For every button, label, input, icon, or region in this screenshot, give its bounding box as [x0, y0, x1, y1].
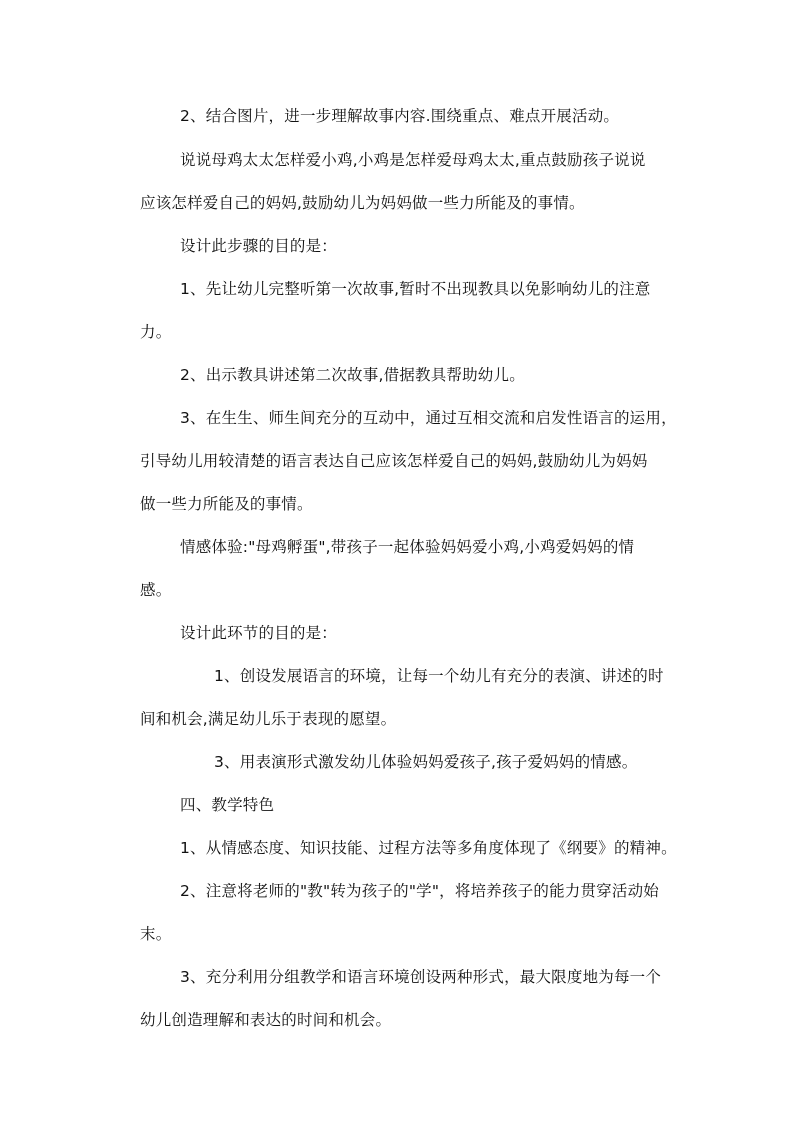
paragraph-line: 做一些力所能及的事情。 [140, 495, 313, 513]
paragraph-line: 说说母鸡太太怎样爱小鸡,小鸡是怎样爱母鸡太太,重点鼓励孩子说说 [180, 151, 646, 169]
paragraph-line: 2、出示教具讲述第二次故事,借据教具帮助幼儿。 [180, 366, 525, 384]
section-heading: 四、教学特色 [180, 796, 275, 814]
paragraph-line: 末。 [140, 925, 172, 943]
paragraph-line: 2、注意将老师的"教"转为孩子的"学"，将培养孩子的能力贯穿活动始 [180, 882, 659, 900]
paragraph-line: 1、从情感态度、知识技能、过程方法等多角度体现了《纲要》的精神。 [180, 839, 677, 857]
paragraph-line: 间和机会,满足幼儿乐于表现的愿望。 [140, 710, 397, 728]
paragraph-line: 2、结合图片，进一步理解故事内容.围绕重点、难点开展活动。 [180, 107, 620, 125]
paragraph-line: 设计此步骤的目的是： [180, 237, 338, 255]
paragraph-line: 3、在生生、师生间充分的互动中，通过互相交流和启发性语言的运用， [180, 409, 677, 427]
paragraph-line: 1、创设发展语言的环境，让每一个幼儿有充分的表演、讲述的时 [214, 667, 664, 685]
paragraph-line: 1、先让幼儿完整听第一次故事,暂时不出现教具以免影响幼儿的注意 [180, 280, 651, 298]
paragraph-line: 设计此环节的目的是： [180, 624, 338, 642]
paragraph-line: 3、用表演形式激发幼儿体验妈妈爱孩子,孩子爱妈妈的情感。 [214, 753, 638, 771]
paragraph-line: 应该怎样爱自己的妈妈,鼓励幼儿为妈妈做一些力所能及的事情。 [140, 194, 585, 212]
paragraph-line: 情感体验:"母鸡孵蛋",带孩子一起体验妈妈爱小鸡,小鸡爱妈妈的情 [180, 538, 635, 556]
paragraph-line: 引导幼儿用较清楚的语言表达自己应该怎样爱自己的妈妈,鼓励幼儿为妈妈 [140, 452, 648, 470]
paragraph-line: 力。 [140, 323, 172, 341]
paragraph-line: 感。 [140, 581, 172, 599]
paragraph-line: 3、充分利用分组教学和语言环境创设两种形式，最大限度地为每一个 [180, 968, 662, 986]
paragraph-line: 幼儿创造理解和表达的时间和机会。 [140, 1011, 392, 1029]
